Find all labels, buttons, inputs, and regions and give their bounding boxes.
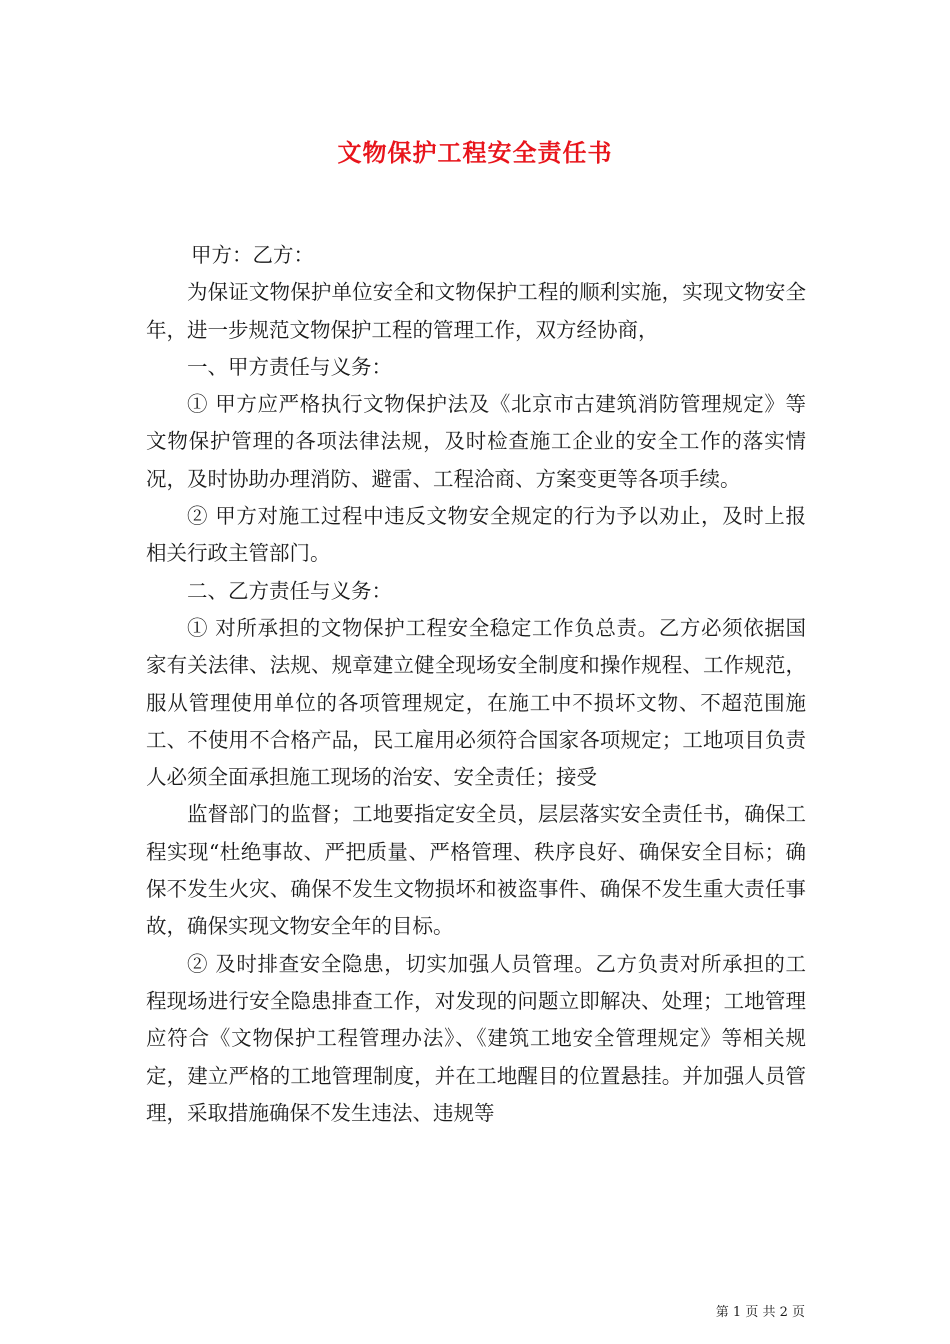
party-a-clause-2: ② 甲方对施工过程中违反文物安全规定的行为予以劝止，及时上报相关行政主管部门。 <box>146 504 806 566</box>
document-body <box>146 237 806 1132</box>
parties-line: 甲方：乙方： <box>191 243 314 267</box>
party-b-clause-1-continued: 监督部门的监督；工地要指定安全员，层层落实安全责任书，确保工程实现“杜绝事故、严把质量、严格管理、秩序良好、确保安全目标；确保不发生火灾、确保不发生文物损坏和被盗事件、确保不发生重大责任事故，确保实现文物安全年的目标。 <box>146 802 806 939</box>
intro-paragraph: 为保证文物保护单位安全和文物保护工程的顺利实施，实现文物安全年，进一步规范文物保护工程的管理工作，双方经协商， <box>146 280 806 342</box>
document-title: 文物保护工程安全责任书 <box>337 138 613 167</box>
party-b-clause-2: ② 及时排查安全隐患，切实加强人员管理。乙方负责对所承担的工程现场进行安全隐患排查工作，对发现的问题立即解决、处理；工地管理应符合《文物保护工程管理办法》、《建筑工地安全管理规定》等相关规定，建立严格的工地管理制度，并在工地醒目的位置悬挂。并加强人员管理，采取措施确保不发生违法、违规等 <box>146 951 806 1125</box>
party-a-clause-1: ① 甲方应严格执行文物保护法及《北京市古建筑消防管理规定》等文物保护管理的各项法律法规，及时检查施工企业的安全工作的落实情况，及时协助办理消防、避雷、工程洽商、方案变更等各项手续。 <box>146 392 806 491</box>
party-b-clause-1: ① 对所承担的文物保护工程安全稳定工作负总责。乙方必须依据国家有关法律、法规、规章建立健全现场安全制度和操作规程、工作规范，服从管理使用单位的各项管理规定，在施工中不损坏文物、不超范围施工、不使用不合格产品，民工雇用必须符合国家各项规定；工地项目负责人必须全面承担施工现场的治安、安全责任；接受 <box>146 615 806 790</box>
section-heading-party-a: 一、甲方责任与义务： <box>187 354 392 379</box>
page-number: 第 1 页 共 2 页 <box>715 1305 805 1320</box>
section-heading-party-b: 二、乙方责任与义务： <box>187 578 392 603</box>
